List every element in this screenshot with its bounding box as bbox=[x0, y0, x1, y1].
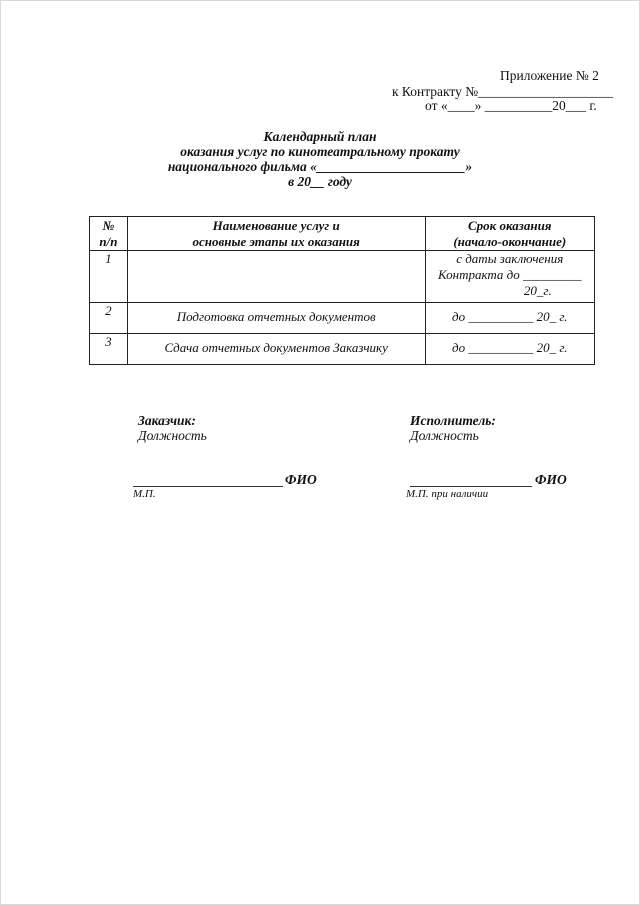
contract-date: от «____» __________20___ г. bbox=[425, 98, 597, 113]
calendar-plan-table bbox=[89, 216, 595, 365]
table-row bbox=[90, 334, 595, 365]
header-num bbox=[90, 217, 128, 251]
table-row bbox=[90, 303, 595, 334]
contract-reference: к Контракту №____________________ bbox=[392, 84, 614, 99]
contractor-fio: ФИО bbox=[535, 472, 567, 487]
row-term: до __________ 20_ г. bbox=[425, 334, 594, 365]
contractor-signature-line bbox=[410, 486, 532, 487]
row-service-name: Сдача отчетных документов Заказчику bbox=[127, 334, 425, 365]
header-name-line1: Наименование услуг и bbox=[212, 218, 340, 233]
row-service-name bbox=[127, 251, 425, 303]
customer-signature-line bbox=[133, 486, 283, 487]
row-service-name: Подготовка отчетных документов bbox=[127, 303, 425, 334]
header-num-line1: № bbox=[102, 218, 115, 233]
customer-fio: ФИО bbox=[285, 472, 317, 487]
header-term-line1: Срок оказания bbox=[468, 218, 552, 233]
customer-label: Заказчик: bbox=[138, 413, 196, 428]
document-year: в 20__ году bbox=[288, 174, 352, 189]
header-service-name bbox=[127, 217, 425, 251]
document-title: Календарный план bbox=[263, 129, 377, 144]
customer-position: Должность bbox=[138, 428, 207, 443]
header-name-line2: основные этапы их оказания bbox=[192, 234, 360, 249]
header-num-line2: п/п bbox=[99, 234, 118, 249]
contractor-label: Исполнитель: bbox=[410, 413, 496, 428]
header-term bbox=[425, 217, 594, 251]
row-number: 1 bbox=[90, 251, 128, 303]
table-row bbox=[90, 251, 595, 303]
header-term-line2: (начало-окончание) bbox=[453, 234, 567, 249]
row-number: 2 bbox=[90, 303, 128, 334]
contractor-stamp-place: М.П. при наличии bbox=[406, 488, 489, 500]
row-term-line1: с даты заключения bbox=[456, 251, 564, 266]
row-number: 3 bbox=[90, 334, 128, 365]
row-term: до __________ 20_ г. bbox=[425, 303, 594, 334]
document-subtitle-line1: оказания услуг по кинотеатральному прокату bbox=[180, 144, 460, 159]
contractor-position: Должность bbox=[410, 428, 479, 443]
customer-stamp-place: М.П. bbox=[133, 488, 156, 500]
appendix-number: Приложение № 2 bbox=[500, 68, 599, 83]
document-subtitle-line2: национального фильма «______________________» bbox=[167, 159, 473, 174]
row-term-line3: 20_г. bbox=[523, 283, 552, 298]
table-header-row bbox=[90, 217, 595, 251]
row-term bbox=[425, 251, 594, 303]
row-term-line2: Контракта до _________ bbox=[438, 267, 582, 282]
